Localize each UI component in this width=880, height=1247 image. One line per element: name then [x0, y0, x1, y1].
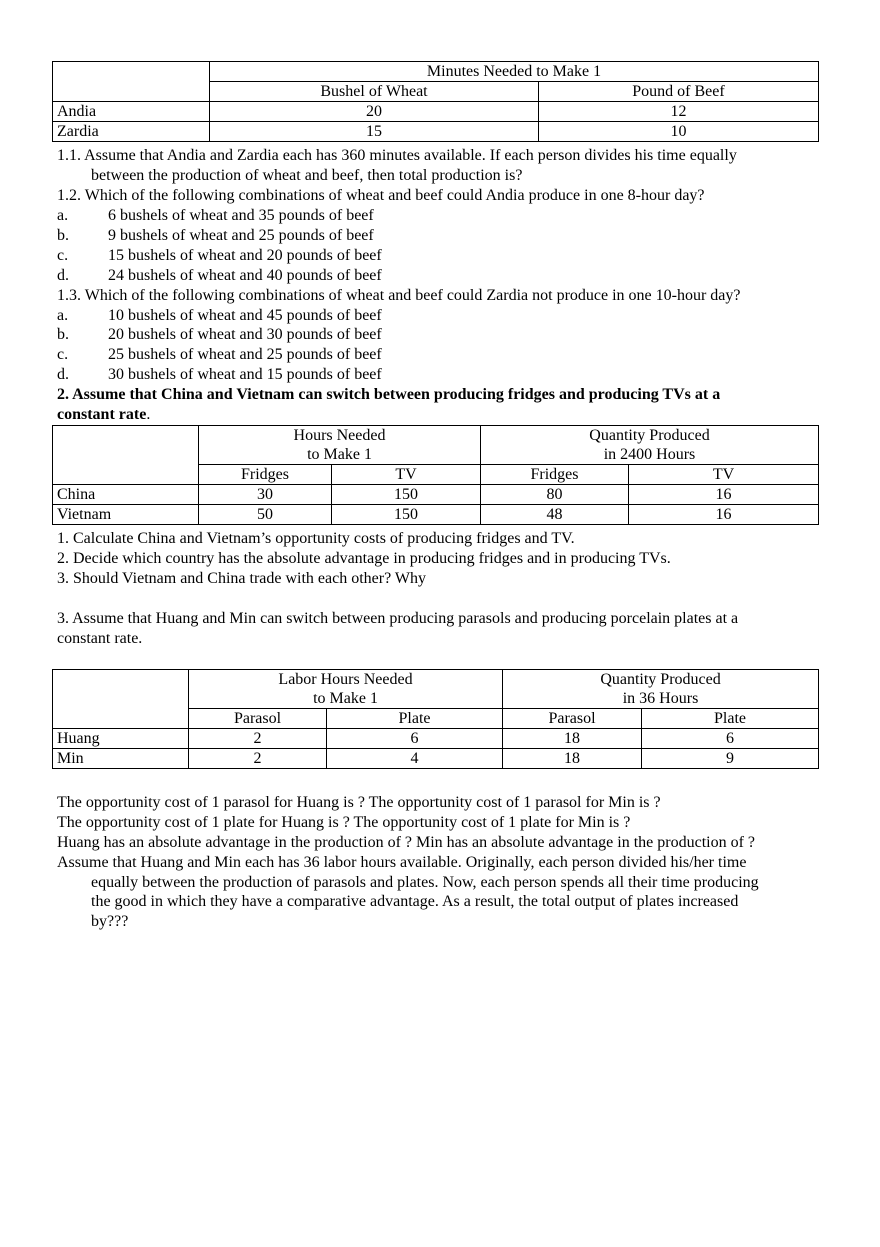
question-2-item: 3. Should Vietnam and China trade with each other? Why: [57, 570, 427, 587]
option-letter: a.: [57, 307, 69, 324]
question-1-1-line: 1.1. Assume that Andia and Zardia each has 360 minutes available. If each person divides his time equally: [57, 147, 737, 164]
table-corner: [53, 62, 210, 102]
column-header: Fridges: [199, 465, 332, 485]
question-2-heading-end: .: [146, 406, 151, 423]
option-letter: c.: [57, 247, 69, 264]
option-text: 10 bushels of wheat and 45 pounds of beef: [108, 307, 382, 324]
table-cell: 18: [503, 729, 642, 749]
group-header-line: Quantity Produced: [600, 671, 721, 688]
table-wheat-beef: [52, 61, 819, 142]
row-label: Huang: [53, 729, 189, 749]
table-cell: 18: [503, 749, 642, 769]
table-cell: 150: [332, 505, 481, 525]
table-cell: 48: [481, 505, 629, 525]
option-letter: d.: [57, 267, 69, 284]
table-cell: 80: [481, 485, 629, 505]
option-text: 24 bushels of wheat and 40 pounds of beef: [108, 267, 382, 284]
table-parasol-plate: [52, 669, 819, 769]
table-cell: 20: [210, 102, 539, 122]
question-3-heading: 3. Assume that Huang and Min can switch between producing parasols and producing porcelain plates at a: [57, 610, 739, 627]
option-letter: b.: [57, 326, 69, 343]
group-header: [189, 670, 503, 709]
column-header: Pound of Beef: [539, 82, 819, 102]
row-label: China: [53, 485, 199, 505]
column-header: TV: [332, 465, 481, 485]
option-letter: b.: [57, 227, 69, 244]
table-cell: 9: [642, 749, 819, 769]
question-1-3: 1.3. Which of the following combinations of wheat and beef could Zardia not produce in one 10-hour day?: [57, 287, 741, 304]
table-fridges-tv: [52, 425, 819, 525]
group-header: [481, 426, 819, 465]
column-header: Plate: [642, 709, 819, 729]
group-header: [503, 670, 819, 709]
table-cell: 150: [332, 485, 481, 505]
table-cell: 15: [210, 122, 539, 142]
question-2-heading-text: constant rate: [57, 406, 147, 423]
question-3-item: the good in which they have a comparative advantage. As a result, the total output of plates increased: [91, 893, 739, 910]
question-2-heading: [57, 405, 150, 425]
table-cell: 16: [629, 485, 819, 505]
group-header: [199, 426, 481, 465]
group-header-line: to Make 1: [307, 446, 372, 463]
option-letter: a.: [57, 207, 69, 224]
row-label: Zardia: [53, 122, 210, 142]
column-header: Bushel of Wheat: [210, 82, 539, 102]
table-cell: 16: [629, 505, 819, 525]
question-1-2: 1.2. Which of the following combinations of wheat and beef could Andia produce in one 8-hour day?: [57, 187, 705, 204]
question-3-item: equally between the production of parasols and plates. Now, each person spends all their time producing: [91, 874, 759, 891]
table-cell: 4: [327, 749, 503, 769]
group-header-line: in 2400 Hours: [603, 446, 696, 463]
option-text: 30 bushels of wheat and 15 pounds of beef: [108, 366, 382, 383]
table-corner: [53, 426, 199, 485]
question-1-1-line: between the production of wheat and beef, then total production is?: [91, 167, 523, 184]
option-text: 20 bushels of wheat and 30 pounds of beef: [108, 326, 382, 343]
table-cell: 2: [189, 729, 327, 749]
table-cell: 12: [539, 102, 819, 122]
row-label: Min: [53, 749, 189, 769]
column-header: Parasol: [189, 709, 327, 729]
question-3-item: The opportunity cost of 1 parasol for Huang is ? The opportunity cost of 1 parasol for Min is ?: [57, 794, 661, 811]
option-letter: d.: [57, 366, 69, 383]
group-header-line: in 36 Hours: [622, 690, 699, 707]
table-row: [53, 485, 819, 505]
option-text: 25 bushels of wheat and 25 pounds of beef: [108, 346, 382, 363]
option-text: 6 bushels of wheat and 35 pounds of beef: [108, 207, 374, 224]
question-2-item: 2. Decide which country has the absolute advantage in producing fridges and in producing TVs.: [57, 550, 671, 567]
table-cell: 30: [199, 485, 332, 505]
table-cell: 6: [327, 729, 503, 749]
column-header: Plate: [327, 709, 503, 729]
column-header: Parasol: [503, 709, 642, 729]
option-text: 9 bushels of wheat and 25 pounds of beef: [108, 227, 374, 244]
group-header-line: Quantity Produced: [589, 427, 710, 444]
question-3-item: by???: [91, 913, 129, 930]
column-header: Fridges: [481, 465, 629, 485]
table-row: [53, 122, 819, 142]
option-letter: c.: [57, 346, 69, 363]
table-cell: 6: [642, 729, 819, 749]
group-header-line: Labor Hours Needed: [278, 671, 413, 688]
table-row: [53, 102, 819, 122]
table-corner: [53, 670, 189, 729]
question-3-heading: constant rate.: [57, 630, 143, 647]
question-3-item: Huang has an absolute advantage in the production of ? Min has an absolute advantage in the production of ?: [57, 834, 756, 851]
question-3-item: Assume that Huang and Min each has 36 labor hours available. Originally, each person divided his/her time: [57, 854, 747, 871]
column-header: TV: [629, 465, 819, 485]
row-label: Vietnam: [53, 505, 199, 525]
group-header-line: Hours Needed: [293, 427, 386, 444]
table-row: [53, 505, 819, 525]
question-2-item: 1. Calculate China and Vietnam’s opportunity costs of producing fridges and TV.: [57, 530, 575, 547]
row-label: Andia: [53, 102, 210, 122]
question-2-heading: [57, 385, 720, 405]
table-cell: 2: [189, 749, 327, 769]
table-cell: 10: [539, 122, 819, 142]
table-row: [53, 729, 819, 749]
question-3-item: The opportunity cost of 1 plate for Huang is ? The opportunity cost of 1 plate for Min is ?: [57, 814, 631, 831]
group-header-line: to Make 1: [313, 690, 378, 707]
table-header: Minutes Needed to Make 1: [210, 62, 819, 82]
question-2-heading-text: 2. Assume that China and Vietnam can switch between producing fridges and producing TVs at a: [57, 386, 721, 403]
table-cell: 50: [199, 505, 332, 525]
option-text: 15 bushels of wheat and 20 pounds of beef: [108, 247, 382, 264]
table-row: [53, 749, 819, 769]
